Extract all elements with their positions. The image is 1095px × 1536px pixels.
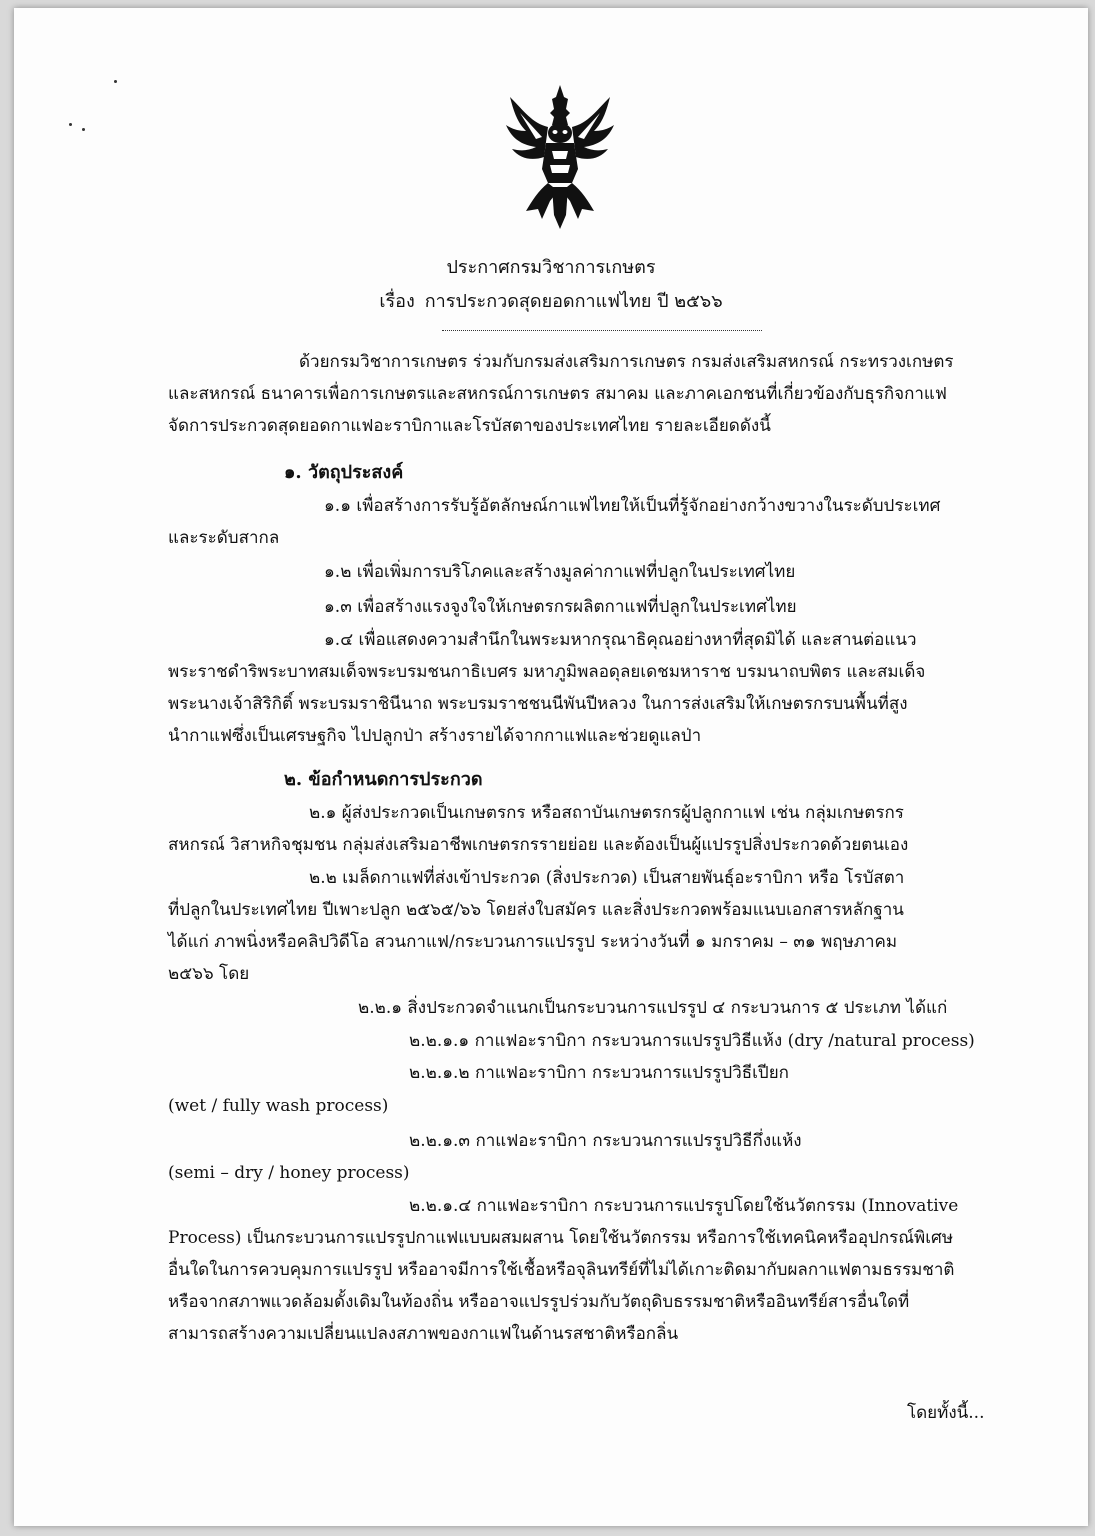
subject-underline: [442, 330, 762, 331]
intro-line: และสหกรณ์ ธนาคารเพื่อการเกษตรและสหกรณ์การเกษตร สมาคม และภาคเอกชนที่เกี่ยวข้องกับธุรกิจกาแฟ: [168, 384, 947, 404]
paragraph-line: ๑.๒ เพื่อเพิ่มการบริโภคและสร้างมูลค่ากาแฟที่ปลูกในประเทศไทย: [324, 562, 796, 582]
paragraph-line: ที่ปลูกในประเทศไทย ปีเพาะปลูก ๒๕๖๕/๖๖ โดยส่งใบสมัคร และสิ่งประกวดพร้อมแนบเอกสารหลักฐาน: [168, 900, 904, 920]
paragraph-line: ๒.๒.๑.๒ กาแฟอะราบิกา กระบวนการแปรรูปวิธีเปียก: [409, 1063, 789, 1083]
scan-speck: [114, 80, 117, 83]
subject-text: การประกวดสุดยอดกาแฟไทย ปี ๒๕๖๖: [424, 291, 723, 312]
paragraph-line: ๒.๒ เมล็ดกาแฟที่ส่งเข้าประกวด (สิ่งประกวด) เป็นสายพันธุ์อะราบิกา หรือ โรบัสตา: [309, 868, 905, 888]
paragraph-line: (semi – dry / honey process): [168, 1163, 410, 1183]
paragraph-line: หรือจากสภาพแวดล้อมดั้งเดิมในท้องถิ่น หรืออาจแปรรูปร่วมกับวัตถุดิบธรรมชาติหรืออินทรีย์สารอื่นใดที่: [168, 1292, 910, 1312]
section-1-title: ๑. วัตถุประสงค์: [284, 462, 404, 483]
intro-line: จัดการประกวดสุดยอดกาแฟอะราบิกาและโรบัสตาของประเทศไทย รายละเอียดดังนี้: [168, 416, 771, 436]
scan-speck: [69, 123, 72, 126]
paragraph-line: สามารถสร้างความเปลี่ยนแปลงสภาพของกาแฟในด้านรสชาติหรือกลิ่น: [168, 1324, 679, 1344]
announcement-title: ประกาศกรมวิชาการเกษตร: [446, 257, 656, 278]
subject-label: เรื่อง: [379, 291, 415, 312]
garuda-emblem-icon: [502, 83, 618, 231]
paragraph-line: (wet / fully wash process): [168, 1096, 389, 1116]
paragraph-line: ๒.๒.๑.๑ กาแฟอะราบิกา กระบวนการแปรรูปวิธีแห้ง (dry /natural process): [409, 1031, 975, 1051]
paragraph-line: นำกาแฟซึ่งเป็นเศรษฐกิจ ไปปลูกป่า สร้างรายได้จากกาแฟและช่วยดูแลป่า: [168, 726, 702, 746]
paragraph-line: ๑.๓ เพื่อสร้างแรงจูงใจให้เกษตรกรผลิตกาแฟที่ปลูกในประเทศไทย: [324, 597, 797, 617]
section-2-title: ๒. ข้อกำหนดการประกวด: [284, 769, 483, 790]
paragraph-line: ๒.๒.๑ สิ่งประกวดจำแนกเป็นกระบวนการแปรรูป ๔ กระบวนการ ๕ ประเภท ได้แก่: [358, 998, 948, 1018]
announcement-subject: [14, 290, 1088, 314]
intro-line: ด้วยกรมวิชาการเกษตร ร่วมกับกรมส่งเสริมการเกษตร กรมส่งเสริมสหกรณ์ กระทรวงเกษตร: [299, 352, 954, 372]
document-page: [14, 8, 1088, 1526]
paragraph-line: ๑.๔ เพื่อแสดงความสำนึกในพระมหากรุณาธิคุณอย่างหาที่สุดมิได้ และสานต่อแนว: [324, 630, 917, 650]
paragraph-line: Process) เป็นกระบวนการแปรรูปกาแฟแบบผสมผสาน โดยใช้นวัตกรรม หรือการใช้เทคนิคหรืออุปกรณ์พิเศษ: [168, 1228, 954, 1248]
paragraph-line: ๒๕๖๖ โดย: [168, 964, 250, 984]
continued-marker: โดยทั้งนี้...: [907, 1403, 985, 1423]
paragraph-line: และระดับสากล: [168, 528, 280, 548]
paragraph-line: ได้แก่ ภาพนิ่งหรือคลิปวิดีโอ สวนกาแฟ/กระบวนการแปรรูป ระหว่างวันที่ ๑ มกราคม – ๓๑ พฤษภาคม: [168, 932, 898, 952]
paragraph-line: สหกรณ์ วิสาหกิจชุมชน กลุ่มส่งเสริมอาชีพเกษตรกรรายย่อย และต้องเป็นผู้แปรรูปสิ่งประกวดด้วยตนเอง: [168, 835, 909, 855]
paragraph-line: พระราชดำริพระบาทสมเด็จพระบรมชนกาธิเบศร มหาภูมิพลอดุลยเดชมหาราช บรมนาถบพิตร และสมเด็จ: [168, 662, 926, 682]
paragraph-line: ๑.๑ เพื่อสร้างการรับรู้อัตลักษณ์กาแฟไทยให้เป็นที่รู้จักอย่างกว้างขวางในระดับประเทศ: [324, 496, 941, 516]
scan-speck: [82, 128, 85, 131]
paragraph-line: อื่นใดในการควบคุมการแปรรูป หรืออาจมีการใช้เชื้อหรือจุลินทรีย์ที่ไม่ได้เกาะติดมากับผลกาแฟตามธรรมชาติ: [168, 1260, 955, 1280]
paragraph-line: ๒.๒.๑.๔ กาแฟอะราบิกา กระบวนการแปรรูปโดยใช้นวัตกรรม (Innovative: [409, 1196, 959, 1216]
paragraph-line: ๒.๑ ผู้ส่งประกวดเป็นเกษตรกร หรือสถาบันเกษตรกรผู้ปลูกกาแฟ เช่น กลุ่มเกษตรกร: [309, 803, 904, 823]
paragraph-line: ๒.๒.๑.๓ กาแฟอะราบิกา กระบวนการแปรรูปวิธีกึ่งแห้ง: [409, 1131, 802, 1151]
paragraph-line: พระนางเจ้าสิริกิติ์ พระบรมราชินีนาถ พระบรมราชชนนีพันปีหลวง ในการส่งเสริมให้เกษตรกรบนพื้นที่สูง: [168, 694, 908, 714]
